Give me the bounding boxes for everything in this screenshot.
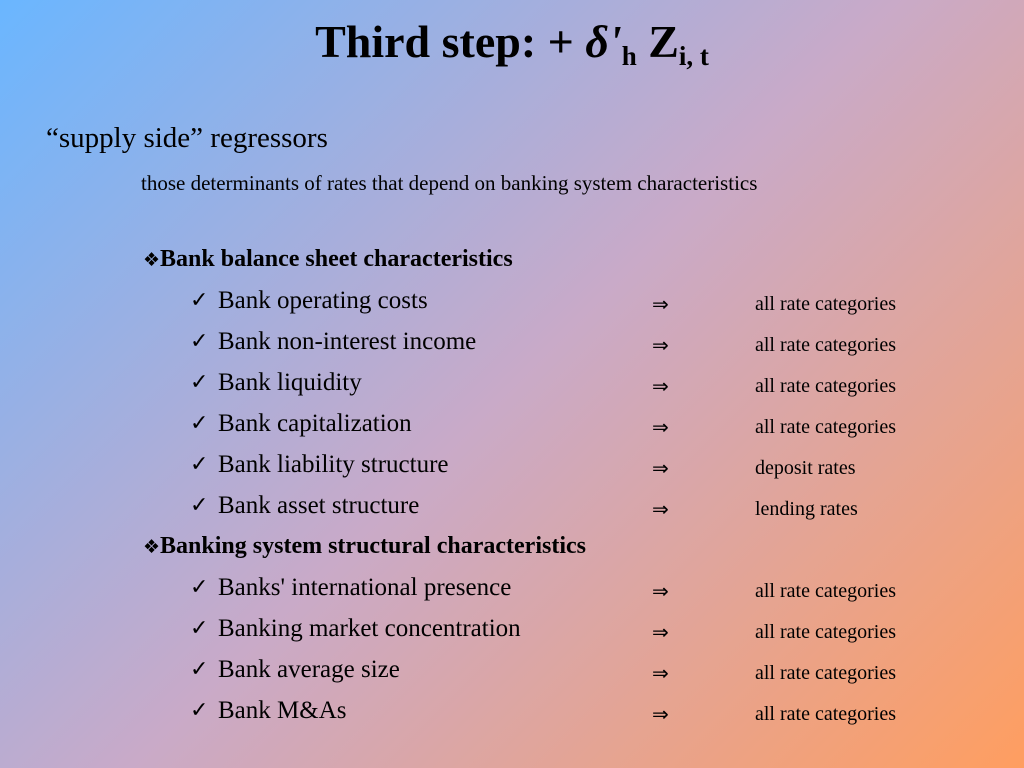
group-heading-structural xyxy=(143,531,586,562)
item-applies-to: all rate categories xyxy=(755,580,897,602)
implies-arrow-icon: ⇒ xyxy=(652,456,669,480)
implies-arrow-icon: ⇒ xyxy=(652,579,669,603)
item-applies-to: all rate categories xyxy=(755,703,897,725)
item-applies-to: all rate categories xyxy=(755,375,897,397)
item-label: Bank liquidity xyxy=(218,369,362,396)
diamond-bullet-icon: ❖ xyxy=(143,536,161,558)
checkmark-icon: ✓ xyxy=(190,616,209,641)
item-label: Bank M&As xyxy=(218,697,347,724)
implies-arrow-icon: ⇒ xyxy=(652,661,669,685)
item-label: Bank liability structure xyxy=(218,451,449,478)
item-applies-to: lending rates xyxy=(755,498,858,520)
checkmark-icon: ✓ xyxy=(190,452,209,477)
item-label: Banking market concentration xyxy=(218,615,521,642)
title-delta: δ' xyxy=(585,16,622,67)
list-item xyxy=(190,655,950,689)
checkmark-icon: ✓ xyxy=(190,411,209,436)
item-label: Bank asset structure xyxy=(218,492,420,519)
title-subscript-it: i, t xyxy=(678,41,709,71)
checkmark-icon: ✓ xyxy=(190,493,209,518)
list-item xyxy=(190,614,950,648)
implies-arrow-icon: ⇒ xyxy=(652,702,669,726)
item-label: Bank capitalization xyxy=(218,410,412,437)
title-z: Z xyxy=(636,16,679,67)
item-applies-to: all rate categories xyxy=(755,416,897,438)
slide-title xyxy=(0,12,1024,72)
slide-description: those determinants of rates that depend on banking system characteristics xyxy=(141,171,758,195)
title-text: Third step: + xyxy=(315,16,586,67)
group-heading-label: Banking system structural characteristics xyxy=(160,533,586,559)
item-label: Banks' international presence xyxy=(218,574,512,601)
checkmark-icon: ✓ xyxy=(190,288,209,313)
group-heading-balance-sheet xyxy=(143,244,513,275)
slide-subtitle: “supply side” regressors xyxy=(46,122,328,154)
implies-arrow-icon: ⇒ xyxy=(652,374,669,398)
implies-arrow-icon: ⇒ xyxy=(652,333,669,357)
item-applies-to: all rate categories xyxy=(755,662,897,684)
item-label: Bank operating costs xyxy=(218,287,428,314)
list-item xyxy=(190,409,950,443)
item-applies-to: all rate categories xyxy=(755,334,897,356)
checkmark-icon: ✓ xyxy=(190,329,209,354)
implies-arrow-icon: ⇒ xyxy=(652,620,669,644)
list-item xyxy=(190,327,950,361)
implies-arrow-icon: ⇒ xyxy=(652,497,669,521)
diamond-bullet-icon: ❖ xyxy=(143,249,161,271)
list-item xyxy=(190,696,950,730)
list-item xyxy=(190,368,950,402)
list-item xyxy=(190,286,950,320)
item-applies-to: deposit rates xyxy=(755,457,856,479)
implies-arrow-icon: ⇒ xyxy=(652,292,669,316)
item-applies-to: all rate categories xyxy=(755,621,897,643)
implies-arrow-icon: ⇒ xyxy=(652,415,669,439)
checkmark-icon: ✓ xyxy=(190,370,209,395)
checkmark-icon: ✓ xyxy=(190,575,209,600)
group-heading-label: Bank balance sheet characteristics xyxy=(160,246,513,272)
item-label: Bank non-interest income xyxy=(218,328,477,355)
list-item xyxy=(190,450,950,484)
list-item xyxy=(190,573,950,607)
checkmark-icon: ✓ xyxy=(190,657,209,682)
list-item xyxy=(190,491,950,525)
title-subscript-h: h xyxy=(621,41,637,71)
item-applies-to: all rate categories xyxy=(755,293,897,315)
item-label: Bank average size xyxy=(218,656,400,683)
checkmark-icon: ✓ xyxy=(190,698,209,723)
